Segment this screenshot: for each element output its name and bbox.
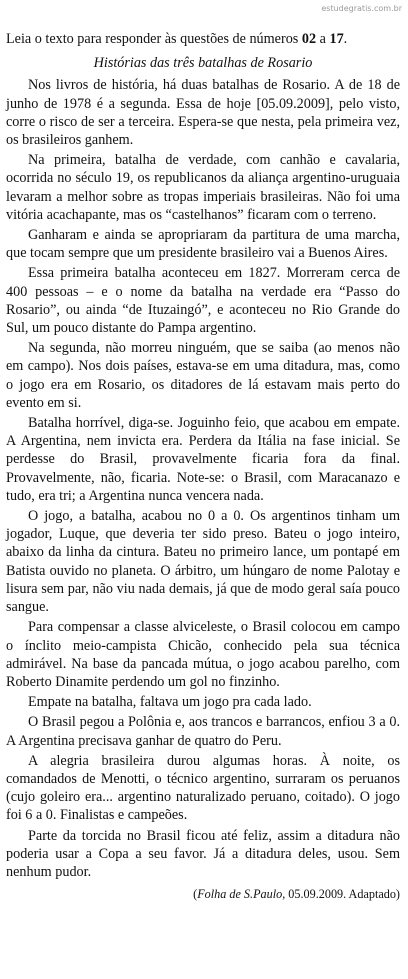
instruction-period: . [343,31,348,47]
article-paragraph: Empate na batalha, faltava um jogo pra cada lado. [28,694,312,711]
question-end-number: 17 [329,31,344,47]
article-paragraph: A alegria brasileira durou algumas horas. À noite, os comandados de Menotti, o técnico argentino, surraram os peruanos (cujo goleiro era... argentino naturalizado peruano, coitado). O jogo foi 6 a 0. Finalistas e campeões. [6,752,400,824]
article-paragraph: Na primeira, batalha de verdade, com canhão e cavalaria, ocorrida no século 19, os republicanos da aliança argentino-uruguaia levaram a melhor sobre as tropas imperiais brasileiras. Não foi uma vitória acachapante, mas os “castelhanos” ficaram com o terreno. [6,152,400,223]
question-text-page [6,30,400,903]
article-paragraph: O jogo, a batalha, acabou no 0 a 0. Os argentinos tinham um jogador, Luque, que deveria ter sido preso. Bateu o jogo inteiro, abaixo da linha da cintura. Bateu no primeiro lance, um pontapé em Batista ouvido no planeta. O árbitro, um húngaro de nome Palotay e lisura sem par, não viu nada demais, já que de modo geral saía pouco sangue. [6,508,400,616]
source-publication: Folha de S.Paulo [197,887,283,902]
source-citation [6,885,400,903]
source-date: , 05.09.2009. Adaptado) [282,887,400,902]
instruction-line [6,30,400,48]
article-paragraph: Batalha horrível, diga-se. Joguinho feio, que acabou em empate. A Argentina, nem invicta era. Perdera da Itália na fase inicial. Se perdesse do Brasil, provavelmente ficaria fora da final. Provavelmente, não, ficaria. Note-se: o Brasil, com Maracanazo e tudo, era tri; a Argentina nunca vencera nada. [6,415,400,504]
article-body [6,76,400,881]
source-open-paren: ( [193,887,198,902]
instruction-connector: a [316,31,330,47]
question-start-number: 02 [301,31,317,47]
article-paragraph: Ganharam e ainda se apropriaram da partitura de uma marcha, que tocam sempre que um presidente brasileiro vai a Buenos Aires. [6,227,400,262]
instruction-text: Leia o texto para responder às questões de números [6,31,302,47]
article-paragraph: Na segunda, não morreu ninguém, que se saiba (ao menos não em campo). Nos dois países, estava-se em uma ditadura, mas, como o jogo era em Rosario, os ditadores de lá estavam mais perto do evento em si. [6,340,400,411]
site-watermark: estudegratis.com.br [321,4,402,13]
article-paragraph: Parte da torcida no Brasil ficou até feliz, assim a ditadura não poderia usar a Copa a seu favor. Já a ditadura deles, usou. Sem nenhum pudor. [6,827,400,880]
article-paragraph: Essa primeira batalha aconteceu em 1827. Morreram cerca de 400 pessoas – e o nome da batalha na verdade era “Passo do Rosario”, ou ainda “de Ituzaingó”, e aconteceu no Rio Grande do Sul, um pouco distante do Pampa argentino. [6,265,400,337]
article-paragraph: Nos livros de história, há duas batalhas de Rosario. A de 18 de junho de 1978 é a segunda. Essa de hoje [05.09.2009], pelo visto, corre o risco de ser a terceira. Espera-se que nesta, pela primeira vez, os brasileiros ganhem. [6,77,400,149]
article-paragraph: O Brasil pegou a Polônia e, aos trancos e barrancos, enfiou 3 a 0. A Argentina precisava ganhar de quatro do Peru. [6,714,400,749]
article-title: Histórias das três batalhas de Rosario [93,55,313,72]
article-paragraph: Para compensar a classe alviceleste, o Brasil colocou em campo o ínclito meio-campista Chicão, conhecido pela sua técnica admirável. Na base da pancada mútua, o jogo acabou parelho, com Roberto Dinamite perdendo um gol no finzinho. [6,619,400,690]
